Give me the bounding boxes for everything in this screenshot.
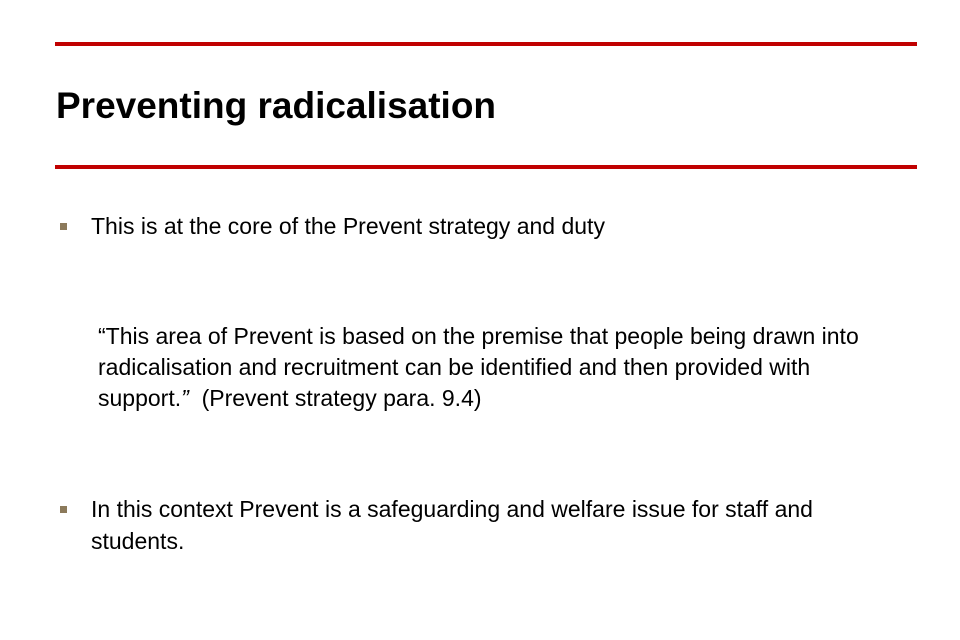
slide-title: Preventing radicalisation [56,85,497,126]
quote-close-mark: ” [181,385,189,411]
square-bullet-icon [60,506,67,513]
bullet-text: This is at the core of the Prevent strategy and duty [91,213,605,239]
square-bullet-icon [60,223,67,230]
bullet-text: In this context Prevent is a safeguarding and welfare issue for staff and students. [91,496,813,554]
top-divider [55,42,917,46]
quotation [98,321,908,414]
quote-text: “This area of Prevent is based on the premise that people being drawn into radicalisation and recruitment can be identified and then provided with support. [98,323,859,411]
quote-citation: (Prevent strategy para. 9.4) [201,385,482,411]
title-divider [55,165,917,169]
